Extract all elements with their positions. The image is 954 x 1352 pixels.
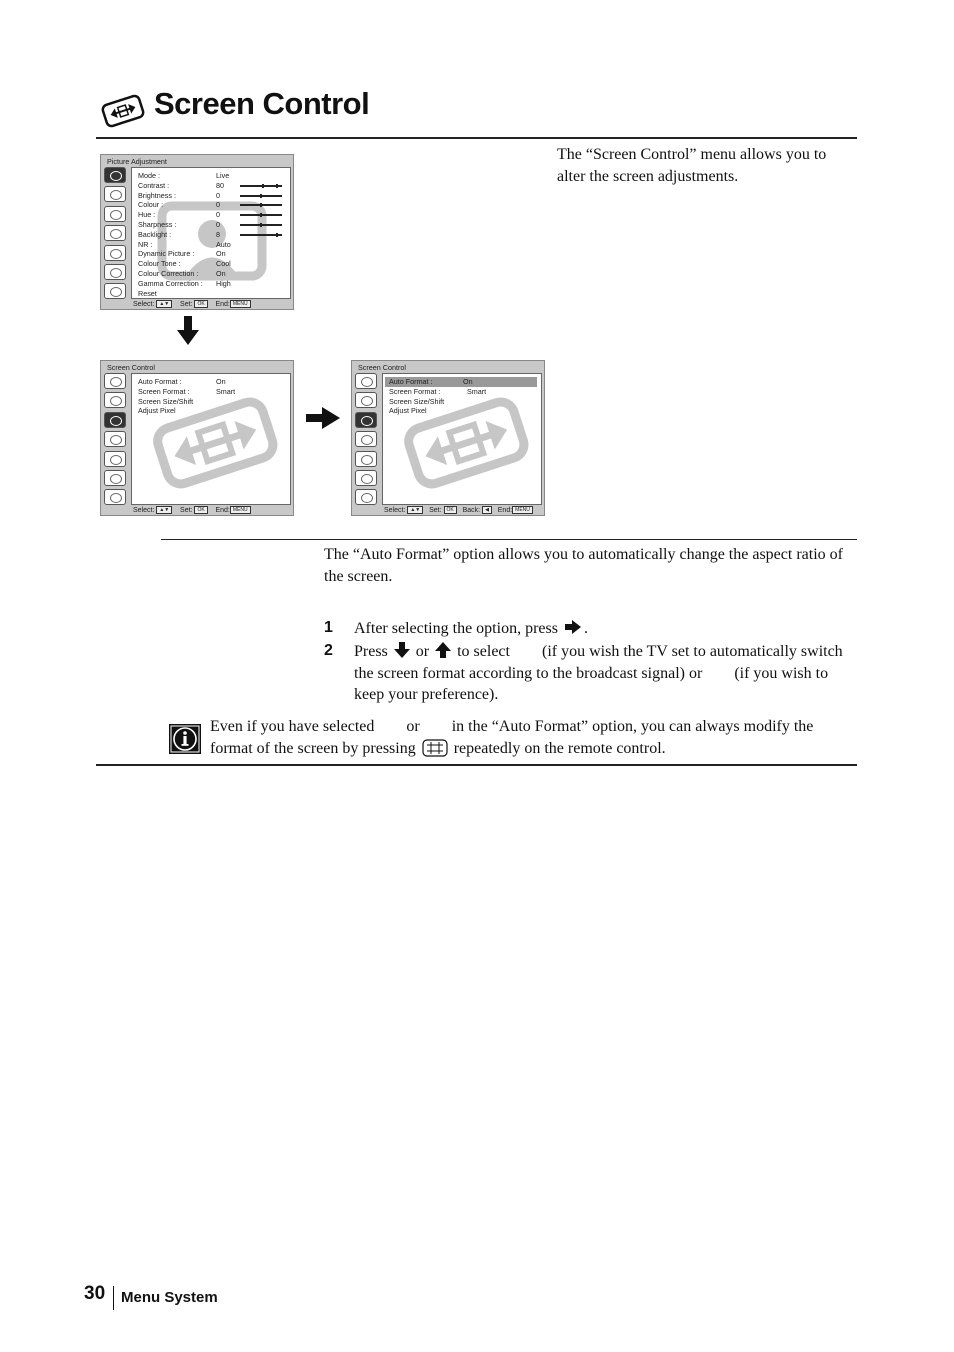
updown-key-icon: ▲▼ bbox=[156, 300, 172, 308]
menu-key: MENU bbox=[512, 506, 533, 514]
page-number: 30 bbox=[84, 1283, 106, 1304]
note-text: Even if you have selected or in the “Auto Format” option, you can always modify the format of the screen by pressing repeatedly on the remote control. bbox=[210, 718, 814, 757]
menu-row[interactable]: Backlight : 8 bbox=[138, 230, 171, 240]
menu-row[interactable]: Adjust Pixel bbox=[138, 406, 176, 416]
arrow-up-icon bbox=[434, 641, 452, 659]
menu-icon-column bbox=[104, 373, 128, 509]
ok-key: OK bbox=[444, 506, 457, 514]
backlight-bar bbox=[240, 234, 282, 236]
sound-icon bbox=[355, 392, 377, 408]
arrow-right-icon bbox=[564, 619, 582, 635]
menu-row[interactable]: Gamma Correction : High bbox=[138, 278, 231, 288]
sharpness-bar bbox=[240, 224, 282, 226]
sound-icon bbox=[104, 186, 126, 202]
screen-icon bbox=[104, 206, 126, 222]
features-icon bbox=[104, 431, 126, 447]
menu-panel bbox=[382, 373, 542, 505]
menu-footer: Select: ▲▼ Set: OK End: MENU bbox=[133, 506, 251, 514]
footer-divider bbox=[113, 1286, 114, 1310]
menu-row[interactable]: Sharpness : 0 bbox=[138, 220, 176, 230]
menu-row[interactable]: Colour : 0 bbox=[138, 200, 163, 210]
menu-key: MENU bbox=[230, 506, 251, 514]
step-number: 1 bbox=[324, 619, 333, 636]
menu-key: MENU bbox=[230, 300, 251, 308]
arrow-right-icon bbox=[306, 407, 340, 429]
auto-format-description: The “Auto Format” option allows you to automatically change the aspect ratio of the screen. bbox=[324, 546, 843, 585]
setup-icon bbox=[104, 283, 126, 299]
menu-row[interactable]: Screen Size/Shift bbox=[138, 396, 194, 406]
menu-footer: Select: ▲▼ Set: OK Back: ◀ End: MENU bbox=[384, 506, 533, 514]
menu-row[interactable]: Colour Correction : On bbox=[138, 269, 226, 278]
ok-key: OK bbox=[194, 506, 207, 514]
left-key-icon: ◀ bbox=[482, 506, 492, 514]
menu-row[interactable]: Screen Format : Smart bbox=[389, 386, 487, 396]
menu-row[interactable]: Colour Tone : Cool bbox=[138, 259, 231, 269]
menu-row[interactable]: Contrast : 80 bbox=[138, 181, 169, 191]
intro-text: The “Screen Control” menu allows you to alter the screen adjustments. bbox=[557, 146, 827, 185]
menu-title: Picture Adjustment bbox=[107, 157, 167, 166]
step-number: 2 bbox=[324, 642, 333, 659]
arrow-down-icon bbox=[177, 316, 199, 346]
picture-icon bbox=[355, 373, 377, 389]
screen-control-icon bbox=[100, 92, 146, 130]
pc-icon bbox=[104, 245, 126, 261]
screen-icon bbox=[355, 412, 377, 428]
sound-icon bbox=[104, 392, 126, 408]
arrow-down-icon bbox=[393, 641, 411, 659]
menu-row[interactable]: Mode : Live bbox=[138, 171, 230, 180]
picture-adjustment-menu bbox=[100, 154, 294, 310]
hue-bar bbox=[240, 214, 282, 216]
screen-control-menu-2 bbox=[351, 360, 545, 516]
menu-row[interactable]: Reset bbox=[138, 288, 157, 298]
menu-title: Screen Control bbox=[107, 363, 155, 372]
menu-row-selected[interactable]: Auto Format : On bbox=[385, 377, 537, 387]
timer-icon bbox=[104, 470, 126, 486]
timer-icon bbox=[104, 264, 126, 280]
menu-row[interactable]: Hue : 0 bbox=[138, 210, 155, 220]
title-rule bbox=[96, 137, 857, 139]
menu-footer: Select: ▲▼ Set: OK End: MENU bbox=[133, 300, 251, 308]
menu-title: Screen Control bbox=[358, 363, 406, 372]
menu-row[interactable]: Auto Format : On bbox=[138, 377, 226, 386]
menu-row[interactable]: Brightness : 0 bbox=[138, 191, 176, 201]
timer-icon bbox=[355, 470, 377, 486]
section-label: Menu System bbox=[121, 1289, 218, 1306]
info-icon bbox=[169, 724, 201, 754]
menu-row[interactable]: Dynamic Picture : On bbox=[138, 249, 226, 259]
setup-icon bbox=[104, 489, 126, 505]
menu-panel bbox=[131, 167, 291, 299]
pc-icon bbox=[104, 451, 126, 467]
screen-icon bbox=[104, 412, 126, 428]
contrast-bar bbox=[240, 185, 282, 187]
step-1-text: After selecting the option, press . bbox=[354, 620, 588, 637]
menu-panel bbox=[131, 373, 291, 505]
setup-icon bbox=[355, 489, 377, 505]
menu-icon-column bbox=[104, 167, 128, 303]
updown-key-icon: ▲▼ bbox=[156, 506, 172, 514]
menu-row[interactable]: NR : Auto bbox=[138, 239, 231, 249]
step-2-text: Press or to select (if you wish the TV set to automatically switch the screen format according to the broadcast signal) or (if you wish to keep your preference). bbox=[354, 643, 843, 703]
brightness-bar bbox=[240, 195, 282, 197]
pc-icon bbox=[355, 451, 377, 467]
features-icon bbox=[355, 431, 377, 447]
ok-key: OK bbox=[194, 300, 207, 308]
features-icon bbox=[104, 225, 126, 241]
page-title: Screen Control bbox=[154, 86, 370, 121]
screen-format-button-icon bbox=[422, 739, 448, 757]
menu-icon-column bbox=[355, 373, 379, 509]
screen-control-menu-1 bbox=[100, 360, 294, 516]
picture-icon bbox=[104, 373, 126, 389]
picture-icon bbox=[104, 167, 126, 183]
menu-row[interactable]: Adjust Pixel bbox=[389, 406, 427, 416]
section-end-rule bbox=[96, 764, 857, 766]
menu-row[interactable]: Screen Size/Shift bbox=[389, 396, 445, 406]
menu-row[interactable]: Screen Format : Smart bbox=[138, 386, 236, 396]
updown-key-icon: ▲▼ bbox=[407, 506, 423, 514]
colour-bar bbox=[240, 204, 282, 206]
section-rule bbox=[161, 539, 857, 540]
